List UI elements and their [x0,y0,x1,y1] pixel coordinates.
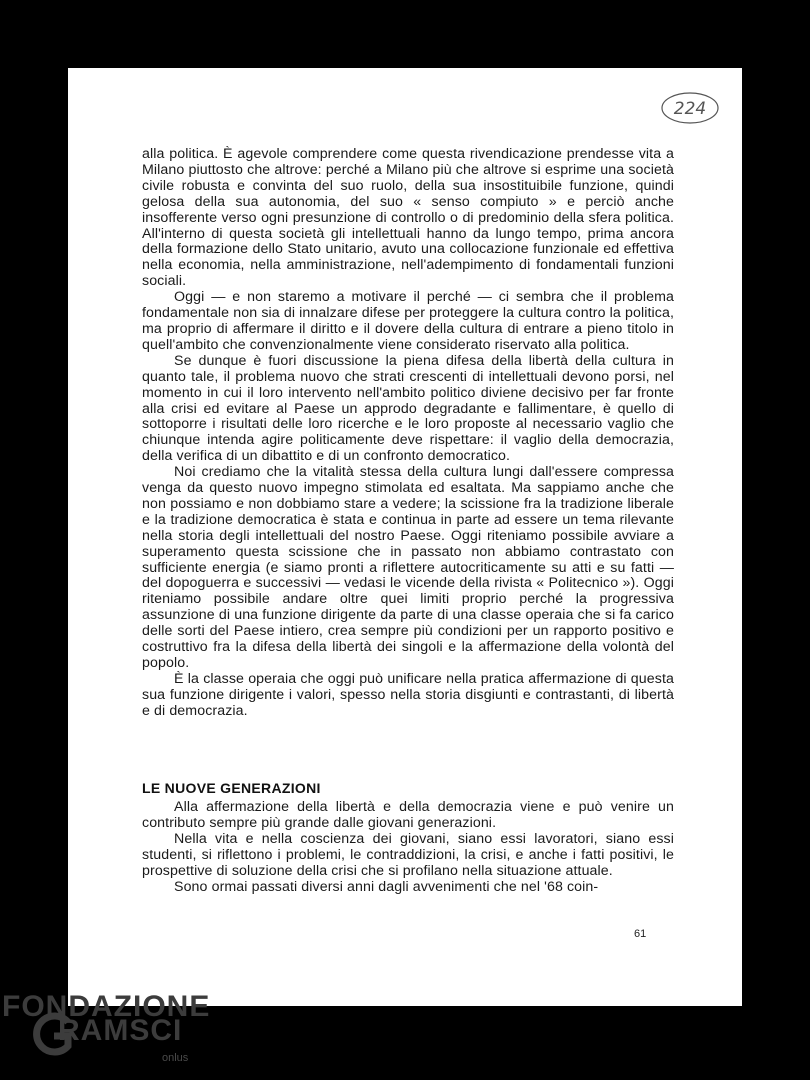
body-paragraph: alla politica. È agevole comprendere come questa rivendicazione prendesse vita a Milano piuttosto che altrove: perché a Milano più che altrove si esprime una società civile robusta e convinta del suo ruolo, della sua insostituibile funzione, quindi gelosa della sua autonomia, del suo « senso compiuto » e perciò anche insofferente verso ogni presunzione di controllo o di predominio della sfera politica. All'interno di questa società gli intellettuali hanno da lungo tempo, prima ancora della formazione dello Stato unitario, avuto una collocazione funzionale ed effettiva nella economia, nella amministrazione, nell'adempimento di fondamentali funzioni sociali. [142,146,674,290]
section-text [142,800,674,895]
document-page [68,68,742,1006]
body-paragraph: È la classe operaia che oggi può unificare nella pratica affermazione di questa sua funzione dirigente i valori, spesso nella storia disgiunti e contrastanti, di libertà e di democrazia. [142,670,674,719]
body-text [142,147,674,720]
section-paragraph: Alla affermazione della libertà e della democrazia viene e può venire un contributo sempre più grande dalle giovani generazioni. [142,799,674,831]
page-number: 61 [634,928,647,940]
section-heading: LE NUOVE GENERAZIONI [142,780,321,796]
watermark-line-2: RAMSCI [58,1014,183,1047]
body-paragraph: Noi crediamo che la vitalità stessa della cultura lungi dall'essere compressa venga da questo nuovo impegno stimolata ed esaltata. Ma sappiamo anche che non possiamo e non dobbiamo stare a vedere; la scissione fra la tradizione liberale e la tradizione democratica è stata e continua in parte ad essere un tema rilevante nella storia degli intellettuali del nostro Paese. Oggi riteniamo possibile avviare a superamento questa scissione che in passato non abbiamo contrastato con sufficiente energia (e siamo pronti a riflettere autocriticamente su atti e su fatti — del dopoguerra e successivi — vedasi le vicende della rivista « Politecnico »). Oggi riteniamo possibile andare oltre quei limiti proprio perché la progressiva assunzione di una funzione dirigente da parte di una classe operaia che si fa carico delle sorti del Paese intiero, crea sempre più condizioni per un rapporto positivo e costruttivo fra la difesa della libertà dei singoli e la affermazione della volontà del popolo. [142,464,674,671]
watermark-subtitle: onlus [162,1052,189,1064]
section-paragraph: Nella vita e nella coscienza dei giovani, siano essi lavoratori, siano essi studenti, si riflettono i problemi, le contraddizioni, la crisi, e anche i fatti positivi, le prospettive di soluzione della crisi che si profilano nella situazione attuale. [142,830,674,879]
handwritten-annotation-drawing [660,90,720,126]
handwritten-page-annotation [660,90,720,126]
fondazione-gramsci-watermark [0,990,210,1080]
body-paragraph: Oggi — e non staremo a motivare il perché — ci sembra che il problema fondamentale non sia di innalzare difese per proteggere la cultura contro la politica, ma proprio di affermare il diritto e il dovere della cultura di entrare a pieno titolo in quell'ambito che convenzionalmente viene considerato riservato alla politica. [142,289,674,353]
section-paragraph: Sono ormai passati diversi anni dagli avvenimenti che nel '68 coin- [174,878,599,895]
body-paragraph: Se dunque è fuori discussione la piena difesa della libertà della cultura in quanto tale, il problema nuovo che strati crescenti di intellettuali devono porsi, nel momento in cui il loro intervento nell'ambito politico diviene decisivo per far fronte alla crisi ed evitare al Paese un approdo degradante e fallimentare, è quello di sottoporre i risultati delle loro ricerche e le loro proposte al necessario vaglio che chiunque intenda agire politicamente deve rispettare: il vaglio della democrazia, della verifica di un dibattito e di un confronto democratico. [142,352,674,465]
watermark-line-1: FONDAZIONE [2,990,211,1023]
annotation-number: 224 [673,99,707,119]
